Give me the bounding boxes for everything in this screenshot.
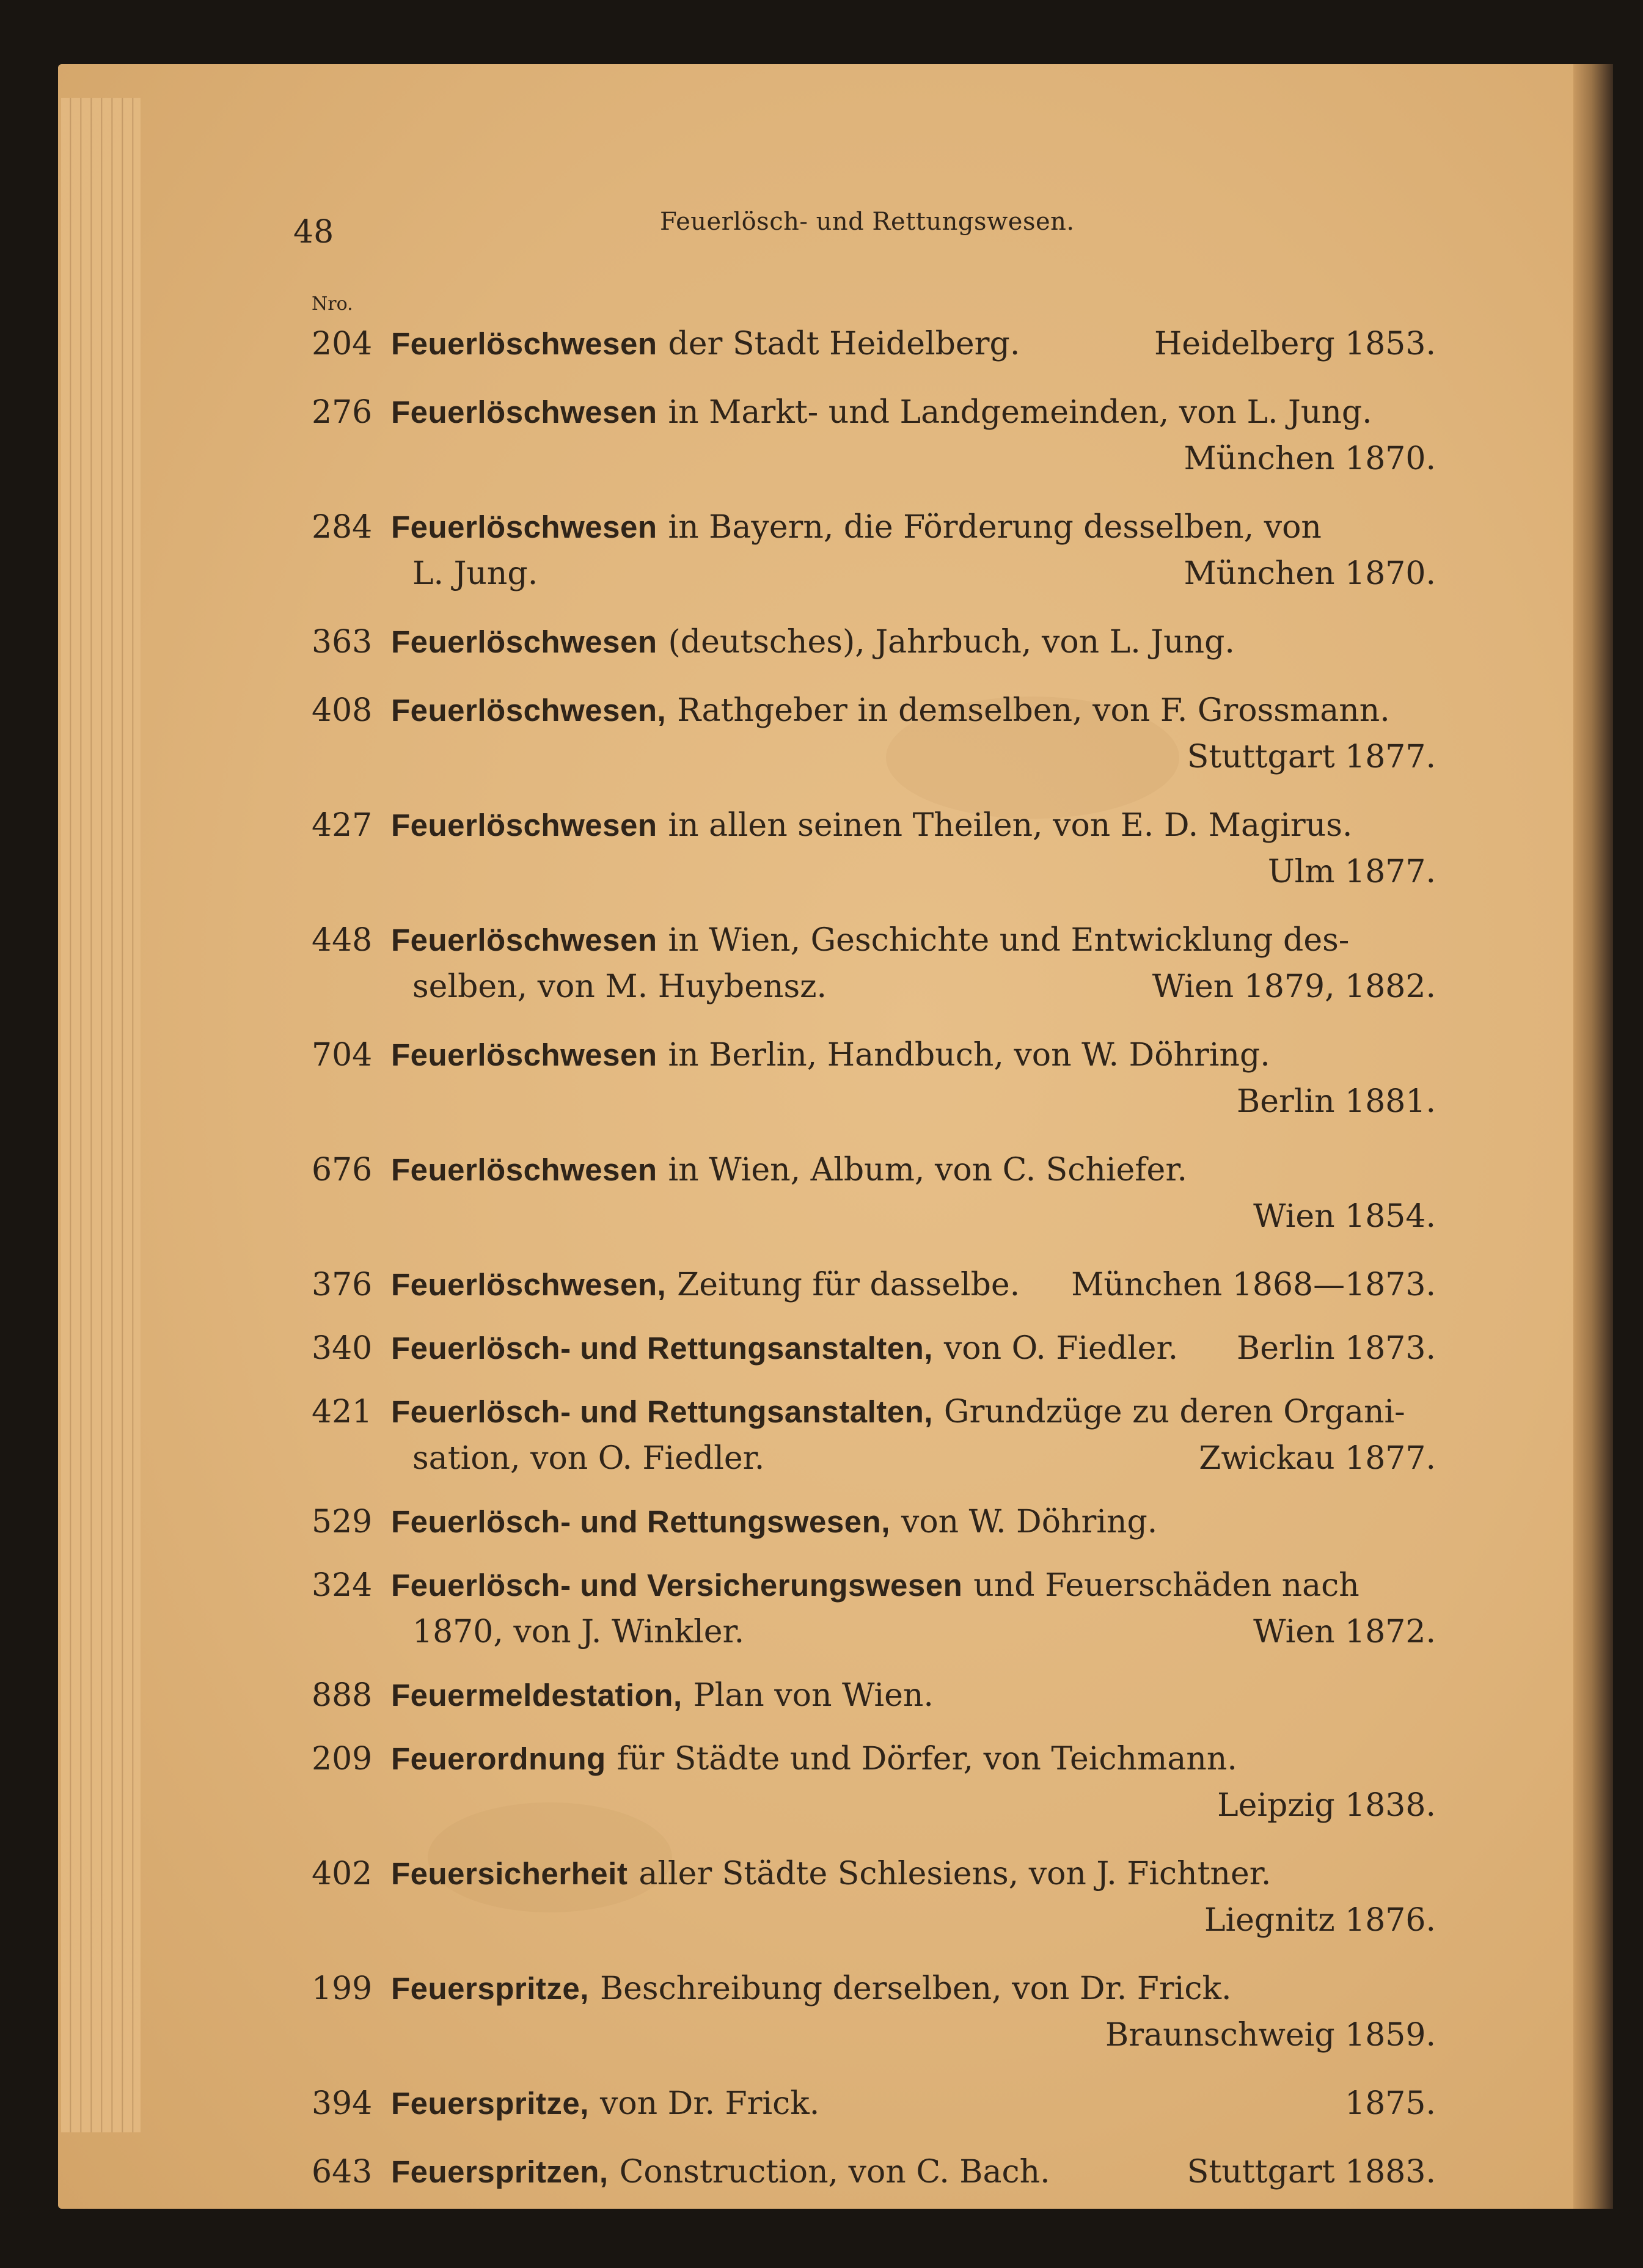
entry-heading: Feuerspritze,: [391, 1971, 589, 2006]
catalog-entry: [312, 1147, 1436, 1240]
entry-heading: Feuerlösch- und Rettungsanstalten,: [391, 1394, 933, 1429]
entry-text: und Feuerschäden nach: [973, 1567, 1359, 1604]
entry-continuation: sation, von O. Fiedler.: [412, 1440, 765, 1477]
entry-imprint: Berlin 1873.: [1237, 1330, 1436, 1367]
entry-heading: Feuerlöschwesen: [391, 923, 657, 957]
catalog-entries: [312, 321, 1436, 2217]
catalog-entry: [312, 1562, 1436, 1655]
nro-label: Nro.: [312, 293, 353, 315]
entry-text: (deutsches), Jahrbuch, von L. Jung.: [668, 624, 1235, 660]
entry-number: 284: [312, 509, 373, 546]
entry-heading: Feuerlösch- und Rettungswesen,: [391, 1504, 890, 1539]
entry-heading: Feuerlöschwesen: [391, 1152, 657, 1187]
page-number: 48: [293, 214, 334, 251]
entry-heading: Feuerlöschwesen: [391, 326, 657, 361]
entry-text: Rathgeber in demselben, von F. Grossmann.: [677, 692, 1390, 729]
entry-number: 643: [312, 2154, 373, 2190]
running-head: Feuerlösch- und Rettungswesen.: [660, 208, 1075, 236]
entry-number: 340: [312, 1330, 373, 1367]
catalog-entry: [312, 504, 1436, 597]
entry-imprint: Berlin 1881.: [1237, 1083, 1436, 1120]
entry-imprint: 1875.: [1345, 2085, 1436, 2122]
catalog-entry: [312, 1672, 1436, 1719]
entry-number: 888: [312, 1677, 373, 1714]
entry-text: in Wien, Geschichte und Entwicklung des-: [668, 922, 1350, 959]
entry-imprint: Leipzig 1838.: [1217, 1787, 1436, 1824]
entry-imprint: Ulm 1877.: [1267, 854, 1436, 890]
entry-heading: Feuerlösch- und Rettungsanstalten,: [391, 1331, 933, 1366]
catalog-entry: [312, 1736, 1436, 1829]
entry-text: von Dr. Frick.: [599, 2085, 820, 2122]
entry-imprint: Wien 1879, 1882.: [1152, 968, 1436, 1005]
entry-heading: Feuerlöschwesen: [391, 624, 657, 659]
entry-heading: Feuersicherheit: [391, 1856, 628, 1891]
entry-text: in Wien, Album, von C. Schiefer.: [668, 1152, 1187, 1188]
entry-number: 204: [312, 326, 373, 362]
catalog-entry: [312, 802, 1436, 895]
entry-heading: Feuermeldestation,: [391, 1678, 682, 1713]
entry-number: 421: [312, 1394, 373, 1430]
entry-text: Plan von Wien.: [693, 1677, 934, 1714]
catalog-entry: [312, 1325, 1436, 1372]
entry-text: für Städte und Dörfer, von Teichmann.: [617, 1741, 1237, 1777]
entry-text: Construction, von C. Bach.: [619, 2154, 1050, 2190]
entry-heading: Feuerlöschwesen: [391, 808, 657, 843]
entry-number: 363: [312, 624, 373, 660]
catalog-entry: [312, 1851, 1436, 1944]
entry-text: aller Städte Schlesiens, von J. Fichtner.: [639, 1856, 1272, 1892]
catalog-entry: [312, 1499, 1436, 1545]
entry-number: 402: [312, 1856, 373, 1892]
entry-text: in Markt- und Landgemeinden, von L. Jung.: [668, 394, 1372, 431]
catalog-entry: [312, 619, 1436, 665]
entry-text: der Stadt Heidelberg.: [668, 326, 1020, 362]
catalog-entry: [312, 321, 1436, 367]
entry-number: 427: [312, 807, 373, 844]
entry-imprint: Wien 1872.: [1253, 1614, 1436, 1650]
catalog-entry: [312, 1966, 1436, 2058]
entry-imprint: Heidelberg 1853.: [1154, 326, 1436, 362]
entry-heading: Feuerspritze,: [391, 2086, 589, 2121]
entry-number: 704: [312, 1037, 373, 1074]
catalog-entry: [312, 1032, 1436, 1125]
entry-heading: Feuerspritzen,: [391, 2154, 609, 2189]
entry-heading: Feuerlösch- und Versicherungswesen: [391, 1568, 963, 1603]
entry-imprint: Stuttgart 1883.: [1187, 2154, 1436, 2190]
entry-continuation: selben, von M. Huybensz.: [412, 968, 827, 1005]
entry-heading: Feuerlöschwesen,: [391, 1267, 667, 1302]
entry-number: 408: [312, 692, 373, 729]
catalog-entry: [312, 917, 1436, 1010]
entry-text: von W. Döhring.: [901, 1504, 1158, 1540]
entry-text: in allen seinen Theilen, von E. D. Magirus.: [668, 807, 1353, 844]
catalog-entry: [312, 2149, 1436, 2195]
entry-number: 199: [312, 1970, 373, 2007]
entry-heading: Feuerordnung: [391, 1741, 606, 1776]
catalog-entry: [312, 389, 1436, 482]
entry-heading: Feuerlöschwesen: [391, 395, 657, 430]
catalog-entry: [312, 1389, 1436, 1482]
catalog-entry: [312, 687, 1436, 780]
entry-heading: Feuerlöschwesen: [391, 1037, 657, 1072]
entry-text: Beschreibung derselben, von Dr. Frick.: [599, 1970, 1232, 2007]
entry-text: von O. Fiedler.: [943, 1330, 1179, 1367]
entry-heading: Feuerlöschwesen: [391, 510, 657, 544]
entry-number: 394: [312, 2085, 373, 2122]
entry-number: 324: [312, 1567, 373, 1604]
entry-imprint: Wien 1854.: [1253, 1198, 1436, 1235]
catalog-entry: [312, 2080, 1436, 2127]
catalog-entry: [312, 1262, 1436, 1308]
entry-imprint: München 1870.: [1184, 441, 1436, 477]
entry-text: in Bayern, die Förderung desselben, von: [668, 509, 1322, 546]
entry-text: Zeitung für dasselbe.: [677, 1267, 1020, 1303]
entry-number: 676: [312, 1152, 373, 1188]
entry-imprint: Braunschweig 1859.: [1105, 2017, 1436, 2054]
entry-number: 376: [312, 1267, 373, 1303]
entry-number: 448: [312, 922, 373, 959]
entry-text: Grundzüge zu deren Organi-: [943, 1394, 1405, 1430]
entry-imprint: Liegnitz 1876.: [1204, 1902, 1436, 1939]
entry-imprint: München 1870.: [1184, 555, 1436, 592]
entry-number: 209: [312, 1741, 373, 1777]
entry-text: in Berlin, Handbuch, von W. Döhring.: [668, 1037, 1270, 1074]
entry-continuation: L. Jung.: [412, 555, 538, 592]
entry-number: 529: [312, 1504, 373, 1540]
entry-continuation: 1870, von J. Winkler.: [412, 1614, 745, 1650]
entry-number: 276: [312, 394, 373, 431]
entry-imprint: München 1868—1873.: [1071, 1267, 1436, 1303]
entry-heading: Feuerlöschwesen,: [391, 693, 667, 728]
entry-imprint: Stuttgart 1877.: [1187, 739, 1436, 775]
entry-imprint: Zwickau 1877.: [1199, 1440, 1436, 1477]
